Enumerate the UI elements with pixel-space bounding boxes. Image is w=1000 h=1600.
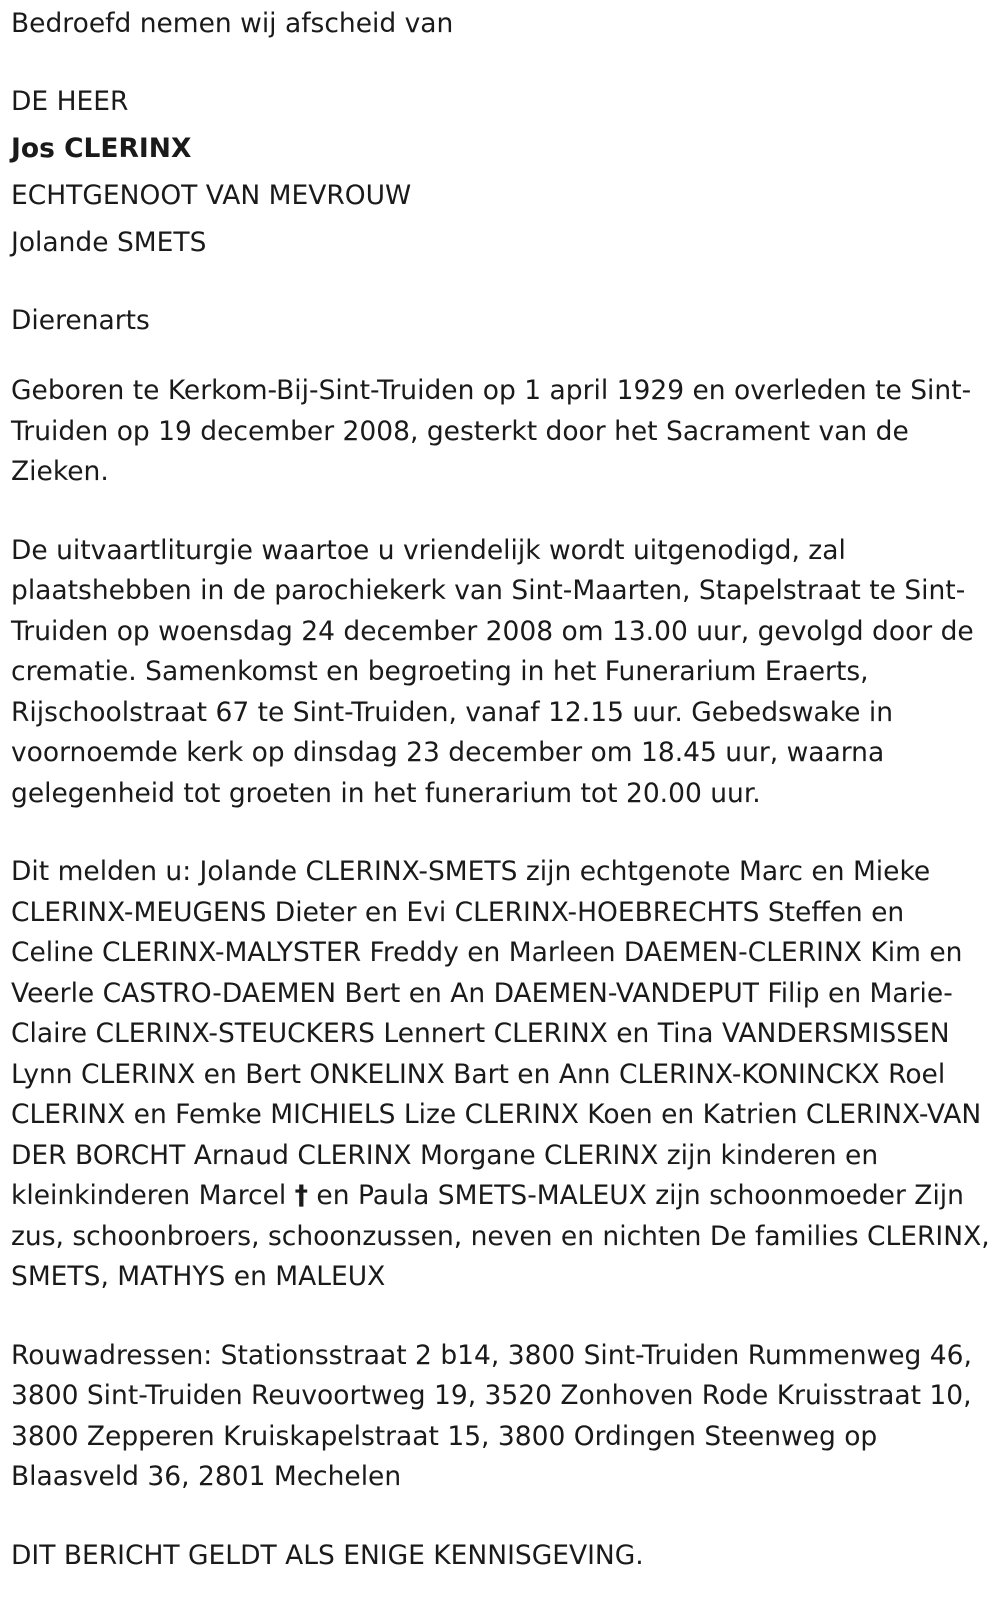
title-prefix: DE HEER xyxy=(11,86,129,117)
death-notice xyxy=(11,0,991,1576)
deceased-name: Jos CLERINX xyxy=(11,133,192,164)
spouse-relation: ECHTGENOOT VAN MEVROUW xyxy=(11,180,412,211)
addresses-paragraph: Rouwadressen: Stationsstraat 2 b14, 3800 Sint-Truiden Rummenweg 46, 3800 Sint-Truiden Reuvoortweg 19, 3520 Zonhoven Rode Kruisstraat 10, 3800 Zepperen Kruiskapelstraat 15, 3800 Ordingen Steenweg op Blaasveld 36, 2801 Mechelen xyxy=(11,1339,972,1492)
spacer xyxy=(11,266,991,297)
spacer xyxy=(11,1498,991,1536)
birth-death-paragraph: Geboren te Kerkom-Bij-Sint-Truiden op 1 april 1929 en overleden te Sint-Truiden op 19 december 2008, gesterkt door het Sacrament van de Zieken. xyxy=(11,375,972,487)
spacer xyxy=(11,1298,991,1336)
funeral-paragraph: De uitvaartliturgie waartoe u vriendelijk wordt uitgenodigd, zal plaatshebben in de parochiekerk van Sint-Maarten, Stapelstraat te Sint-Truiden op woensdag 24 december 2008 om 13.00 uur, gevolgd door de crematie. Samenkomst en begroeting in het Funerarium Eraerts, Rijschoolstraat 67 te Sint-Truiden, vanaf 12.15 uur. Gebedswake in voornoemde kerk op dinsdag 23 december om 18.45 uur, waarna gelegenheid tot groeten in het funerarium tot 20.00 uur. xyxy=(11,534,974,809)
spacer xyxy=(11,493,991,531)
family-text-before-cross: Dit melden u: Jolande CLERINX-SMETS zijn echtgenote Marc en Mieke CLERINX-MEUGENS Dieter en Evi CLERINX-HOEBRECHTS Steffen en Celine CLERINX-MALYSTER Freddy en Marleen DAEMEN-CLERINX Kim en Veerle CASTRO-DAEMEN Bert en An DAEMEN-VANDEPUT Filip en Marie-Claire CLERINX-STEUCKERS Lennert CLERINX en Tina VANDERSMISSEN Lynn CLERINX en Bert ONKELINX Bart en Ann CLERINX-KONINCKX Roel CLERINX en Femke MICHIELS Lize CLERINX Koen en Katrien CLERINX-VAN DER BORCHT Arnaud CLERINX Morgane CLERINX zijn kinderen en kleinkinderen Marcel xyxy=(11,856,982,1211)
spacer xyxy=(11,814,991,852)
profession: Dierenarts xyxy=(11,305,150,336)
spouse-name: Jolande SMETS xyxy=(11,227,207,258)
family-text-after-cross: en Paula SMETS-MALEUX zijn schoonmoeder Zijn zus, schoonbroers, schoonzussen, neven en nichten De families CLERINX, SMETS, MATHYS en MALEUX xyxy=(11,1180,990,1292)
cross-icon: † xyxy=(294,1180,308,1211)
intro-text: Bedroefd nemen wij afscheid van xyxy=(11,8,454,39)
spacer xyxy=(11,47,991,78)
closing-text: DIT BERICHT GELDT ALS ENIGE KENNISGEVING. xyxy=(11,1539,644,1571)
family-paragraph xyxy=(11,852,991,1298)
